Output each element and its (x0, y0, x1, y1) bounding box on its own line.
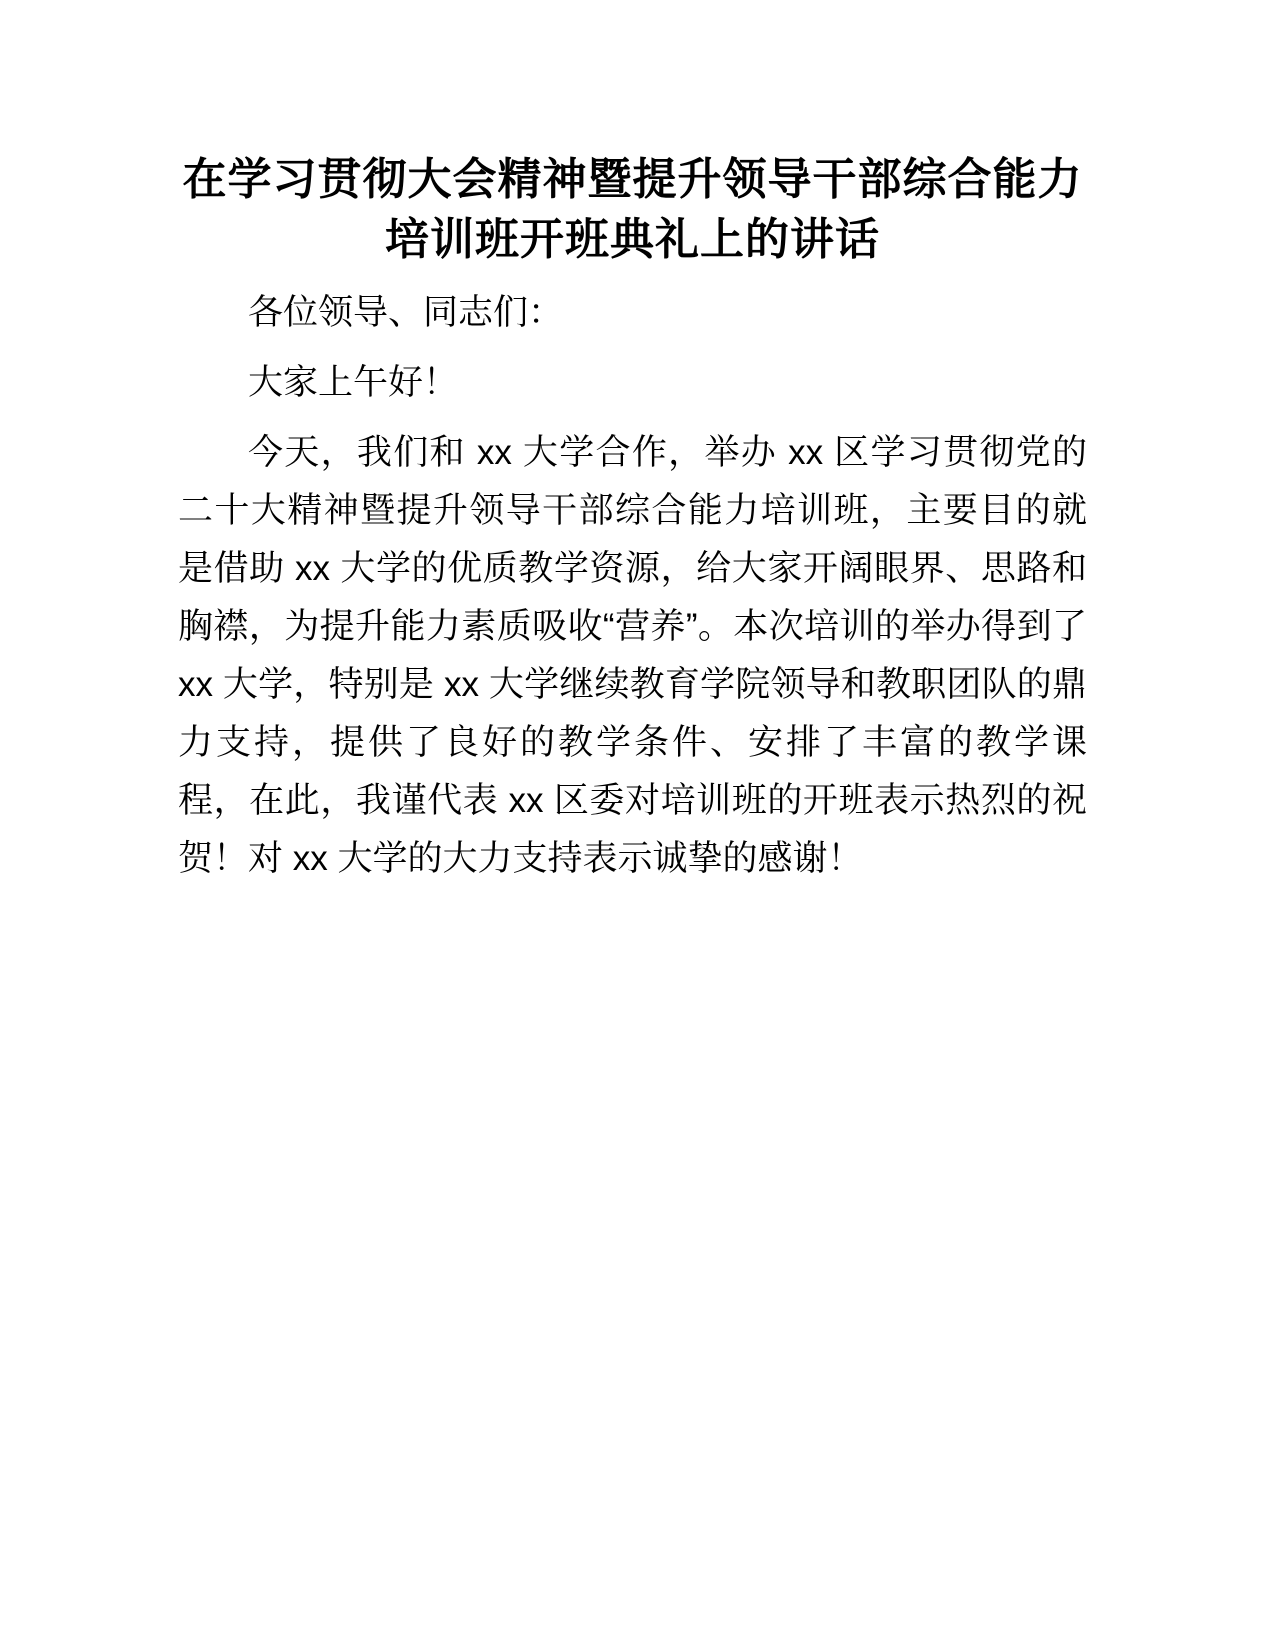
greeting-paragraph: 大家上午好！ (248, 363, 459, 402)
document-body (178, 284, 1087, 888)
document-title-line1: 在学习贯彻大会精神暨提升领导干部综合能力 (182, 155, 1083, 204)
salutation-paragraph: 各位领导、同志们： (248, 293, 564, 332)
main-body-paragraph: 今天，我们和 xx 大学合作，举办 xx 区学习贯彻党的二十大精神暨提升领导干部综合能力培训班，主要目的就是借助 xx 大学的优质教学资源，给大家开阔眼界、思路和胸襟，为提升能力素质吸收“营养”。本次培训的举办得到了 xx 大学，特别是 xx 大学继续教育学院领导和教职团队的鼎力支持，提供了良好的教学条件、安排了丰富的教学课程，在此，我谨代表 xx 区委对培训班的开班表示热烈的祝贺！对 xx 大学的大力支持表示诚挚的感谢！ (178, 433, 1087, 878)
document-title-line2: 培训班开班典礼上的讲话 (385, 215, 880, 264)
document-title (178, 150, 1087, 270)
